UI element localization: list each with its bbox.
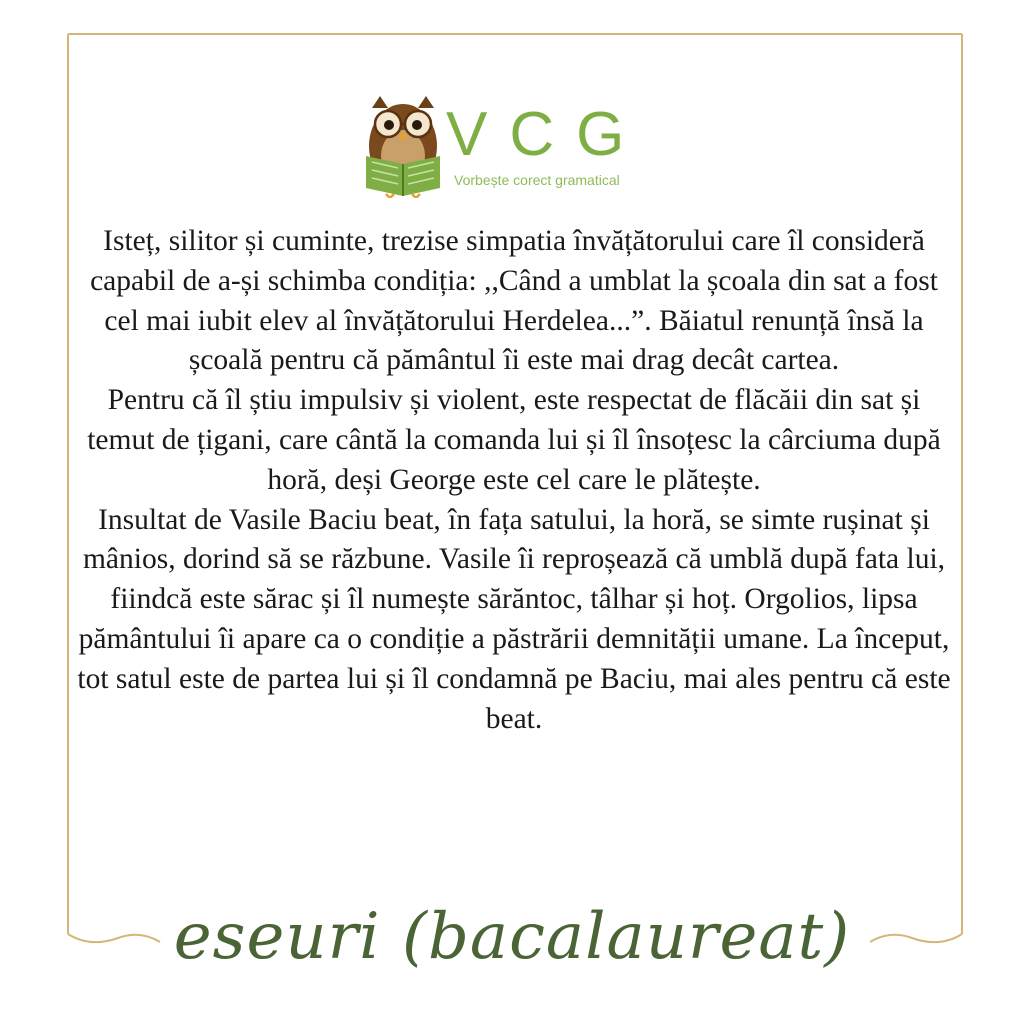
owl-reading-book-icon bbox=[360, 94, 446, 198]
paragraph: Pentru că îl știu impulsiv și violent, este respectat de flăcăii din sat și temut de țigani, care cântă la comanda lui și îl însoțesc la cârciuma după horă, deși George este cel care le plătește. bbox=[87, 384, 941, 496]
logo-tagline: Vorbește corect gramatical bbox=[454, 172, 620, 188]
paragraph: Isteț, silitor și cuminte, trezise simpatia învățătorului care îl consideră capabil de a-și schimba condiția: ,,Când a umblat la școala din sat a fost cel mai iubit elev al învățătorului Herdelea...”. Băiatul renunță însă la școală pentru că pământul îi este mai drag decât cartea. bbox=[90, 225, 938, 377]
logo-letters: VCG bbox=[446, 100, 647, 169]
essay-text bbox=[76, 222, 952, 739]
footer-title: eseuri (bacalaureat) bbox=[173, 900, 851, 974]
vcg-logo bbox=[360, 94, 660, 198]
paragraph: Insultat de Vasile Baciu beat, în fața satului, la horă, se simte rușinat și mânios, dorind să se răzbune. Vasile îi reproșează că umblă după fata lui, fiindcă este sărac și îl numește sărăntoc, tâlhar și hoț. Orgolios, lipsa pământului îi apare ca o condiție a păstrării demnității umane. La început, tot satul este de partea lui și îl condamnă pe Baciu, mai ales pentru că este beat. bbox=[77, 503, 951, 735]
